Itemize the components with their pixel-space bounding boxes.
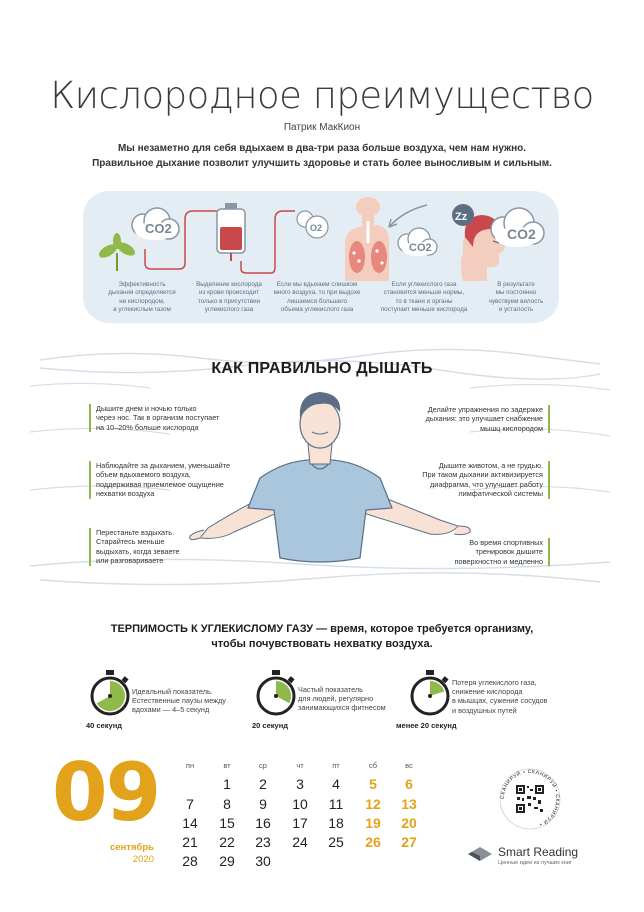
calendar-day: 27 xyxy=(401,834,417,850)
calendar-day: 8 xyxy=(223,796,231,812)
month-number: 09 xyxy=(52,746,160,839)
timer-description: Потеря углекислого газа, снижение кислорода в мышцах, сужение сосудов и воздушных путей xyxy=(452,678,548,715)
co2-cloud-icon xyxy=(491,208,544,247)
calendar-day: 9 xyxy=(259,796,267,812)
smart-reading-logo-icon xyxy=(466,845,494,863)
co2-tolerance-heading: ТЕРПИМОСТЬ К УГЛЕКИСЛОМУ ГАЗУ — время, которое требуется организму, чтобы почувствовать нехватку воздуха. xyxy=(110,623,534,650)
calendar-day: 13 xyxy=(401,796,417,812)
brand-tagline: Ценные идеи из лучших книг xyxy=(498,860,572,866)
process-step: Эффективность дыхания определяется не кислородом, а углекислым газом xyxy=(108,281,176,313)
year: 2020 xyxy=(132,854,154,865)
lungs-icon xyxy=(345,197,389,281)
calendar-day: 11 xyxy=(328,796,344,812)
co2-cloud-icon xyxy=(132,208,179,240)
timer-description: Частый показатель для людей, регулярно занимающихся фитнесом xyxy=(298,685,386,713)
weekday-header: ср xyxy=(259,761,267,770)
calendar-day: 14 xyxy=(182,815,198,831)
timer-value: 20 секунд xyxy=(252,721,288,730)
weekday-header: вт xyxy=(223,761,231,770)
blood-bag-icon xyxy=(217,203,245,261)
brand-name: Smart Reading xyxy=(498,845,579,859)
calendar-day: 20 xyxy=(401,815,417,831)
calendar-day: 23 xyxy=(255,834,271,850)
timer-description: Идеальный показатель. Естественные паузы между вдохами — 4–5 секунд xyxy=(132,687,226,715)
calendar-day: 18 xyxy=(328,815,344,831)
calendar-day: 4 xyxy=(332,776,340,792)
calendar-day: 21 xyxy=(182,834,198,850)
breathing-tip: Дышите днем и ночью только через нос. Так в организм поступает на 10–20% больше кислорода xyxy=(89,404,239,432)
weekday-header: сб xyxy=(368,761,378,770)
calendar-day: 25 xyxy=(328,834,344,850)
calendar-day: 6 xyxy=(405,776,413,792)
calendar-day: 15 xyxy=(219,815,235,831)
calendar-day: 26 xyxy=(365,834,381,850)
calendar-day: 19 xyxy=(365,815,381,831)
timer-value: менее 20 секунд xyxy=(396,721,457,730)
calendar-day: 12 xyxy=(365,796,381,812)
process-step: В результате мы постоянно чувствуем вялость и усталость xyxy=(488,281,544,313)
calendar-day: 5 xyxy=(369,776,377,792)
breathing-tip: Во время спортивных тренировок дышите поверхностно и медленно xyxy=(440,538,550,566)
section-title: КАК ПРАВИЛЬНО ДЫШАТЬ xyxy=(211,360,433,377)
svg-text:CO2: CO2 xyxy=(507,226,536,242)
breathing-tip: Перестаньте вздыхать. Старайтесь меньше выдыхать, когда зеваете или разговариваете xyxy=(89,528,209,566)
process-step: Если мы вдыхаем слишком много воздуха, то при выдохе лишаемся большего объема углекислого газа xyxy=(273,281,361,313)
breathing-tip: Делайте упражнения по задержке дыхания: это улучшает снабжение мышц кислородом xyxy=(398,405,550,433)
calendar-day: 17 xyxy=(292,815,308,831)
calendar-day: 7 xyxy=(186,796,194,812)
month-name: сентябрь xyxy=(109,842,154,853)
calendar-day: 2 xyxy=(259,776,267,792)
author-name: Патрик МакКион xyxy=(283,122,361,133)
svg-text:O2: O2 xyxy=(310,223,323,233)
lead-text: Мы незаметно для себя вдыхаем в два-три раза больше воздуха, чем нам нужно. Правильное дыхание позволит улучшить здоровье и стать более выносливым и сильным. xyxy=(92,143,552,169)
weekday-header: пт xyxy=(332,761,340,770)
sleep-bubble-icon xyxy=(452,204,474,226)
plant-icon xyxy=(97,233,137,271)
calendar-day: 16 xyxy=(255,815,271,831)
calendar-day: 22 xyxy=(219,834,235,850)
breathing-tip: Дышите животом, а не грудью. При таком дыхании активизируется диафрагма, что улучшает работу лимфатической системы xyxy=(398,461,550,499)
weekday-header: пн xyxy=(185,761,195,770)
process-step: Если углекислого газа становится меньше нормы, то в ткани и органы поступает меньше кислорода xyxy=(380,281,468,313)
calendar-day: 28 xyxy=(182,853,198,869)
o2-bubble-icon xyxy=(297,211,328,238)
svg-text:CO2: CO2 xyxy=(145,221,172,236)
breathing-tip: Наблюдайте за дыханием, уменьшайте объем вдыхаемого воздуха, поддерживая приемлемое ощущение нехватки воздуха xyxy=(89,461,239,499)
weekday-header: чт xyxy=(296,761,304,770)
svg-text:CO2: CO2 xyxy=(409,242,432,254)
calendar-day: 10 xyxy=(292,796,308,812)
qr-code xyxy=(498,767,562,831)
timer-value: 40 секунд xyxy=(86,721,122,730)
stopwatch-icon xyxy=(408,668,452,718)
stopwatch-icon xyxy=(88,668,132,718)
calendar-day: 1 xyxy=(223,776,231,792)
stopwatch-icon xyxy=(254,668,298,718)
process-step: Выделение кислорода из крови происходит только в присутствии углекислого газа xyxy=(196,281,262,313)
calendar-day: 29 xyxy=(219,853,235,869)
calendar-day: 24 xyxy=(292,834,308,850)
page-title: Кислородное преимущество xyxy=(50,74,594,117)
svg-text:Zz: Zz xyxy=(455,211,468,223)
calendar-day: 30 xyxy=(255,853,271,869)
calendar-day: 3 xyxy=(296,776,304,792)
co2-cloud-icon xyxy=(398,228,437,256)
weekday-header: вс xyxy=(405,761,413,770)
svg-text:СКАНИРУЙ • СКАНИРУЙ • СКАНИРУЙ: СКАНИРУЙ • СКАНИРУЙ • СКАНИРУЙ • xyxy=(499,768,561,828)
